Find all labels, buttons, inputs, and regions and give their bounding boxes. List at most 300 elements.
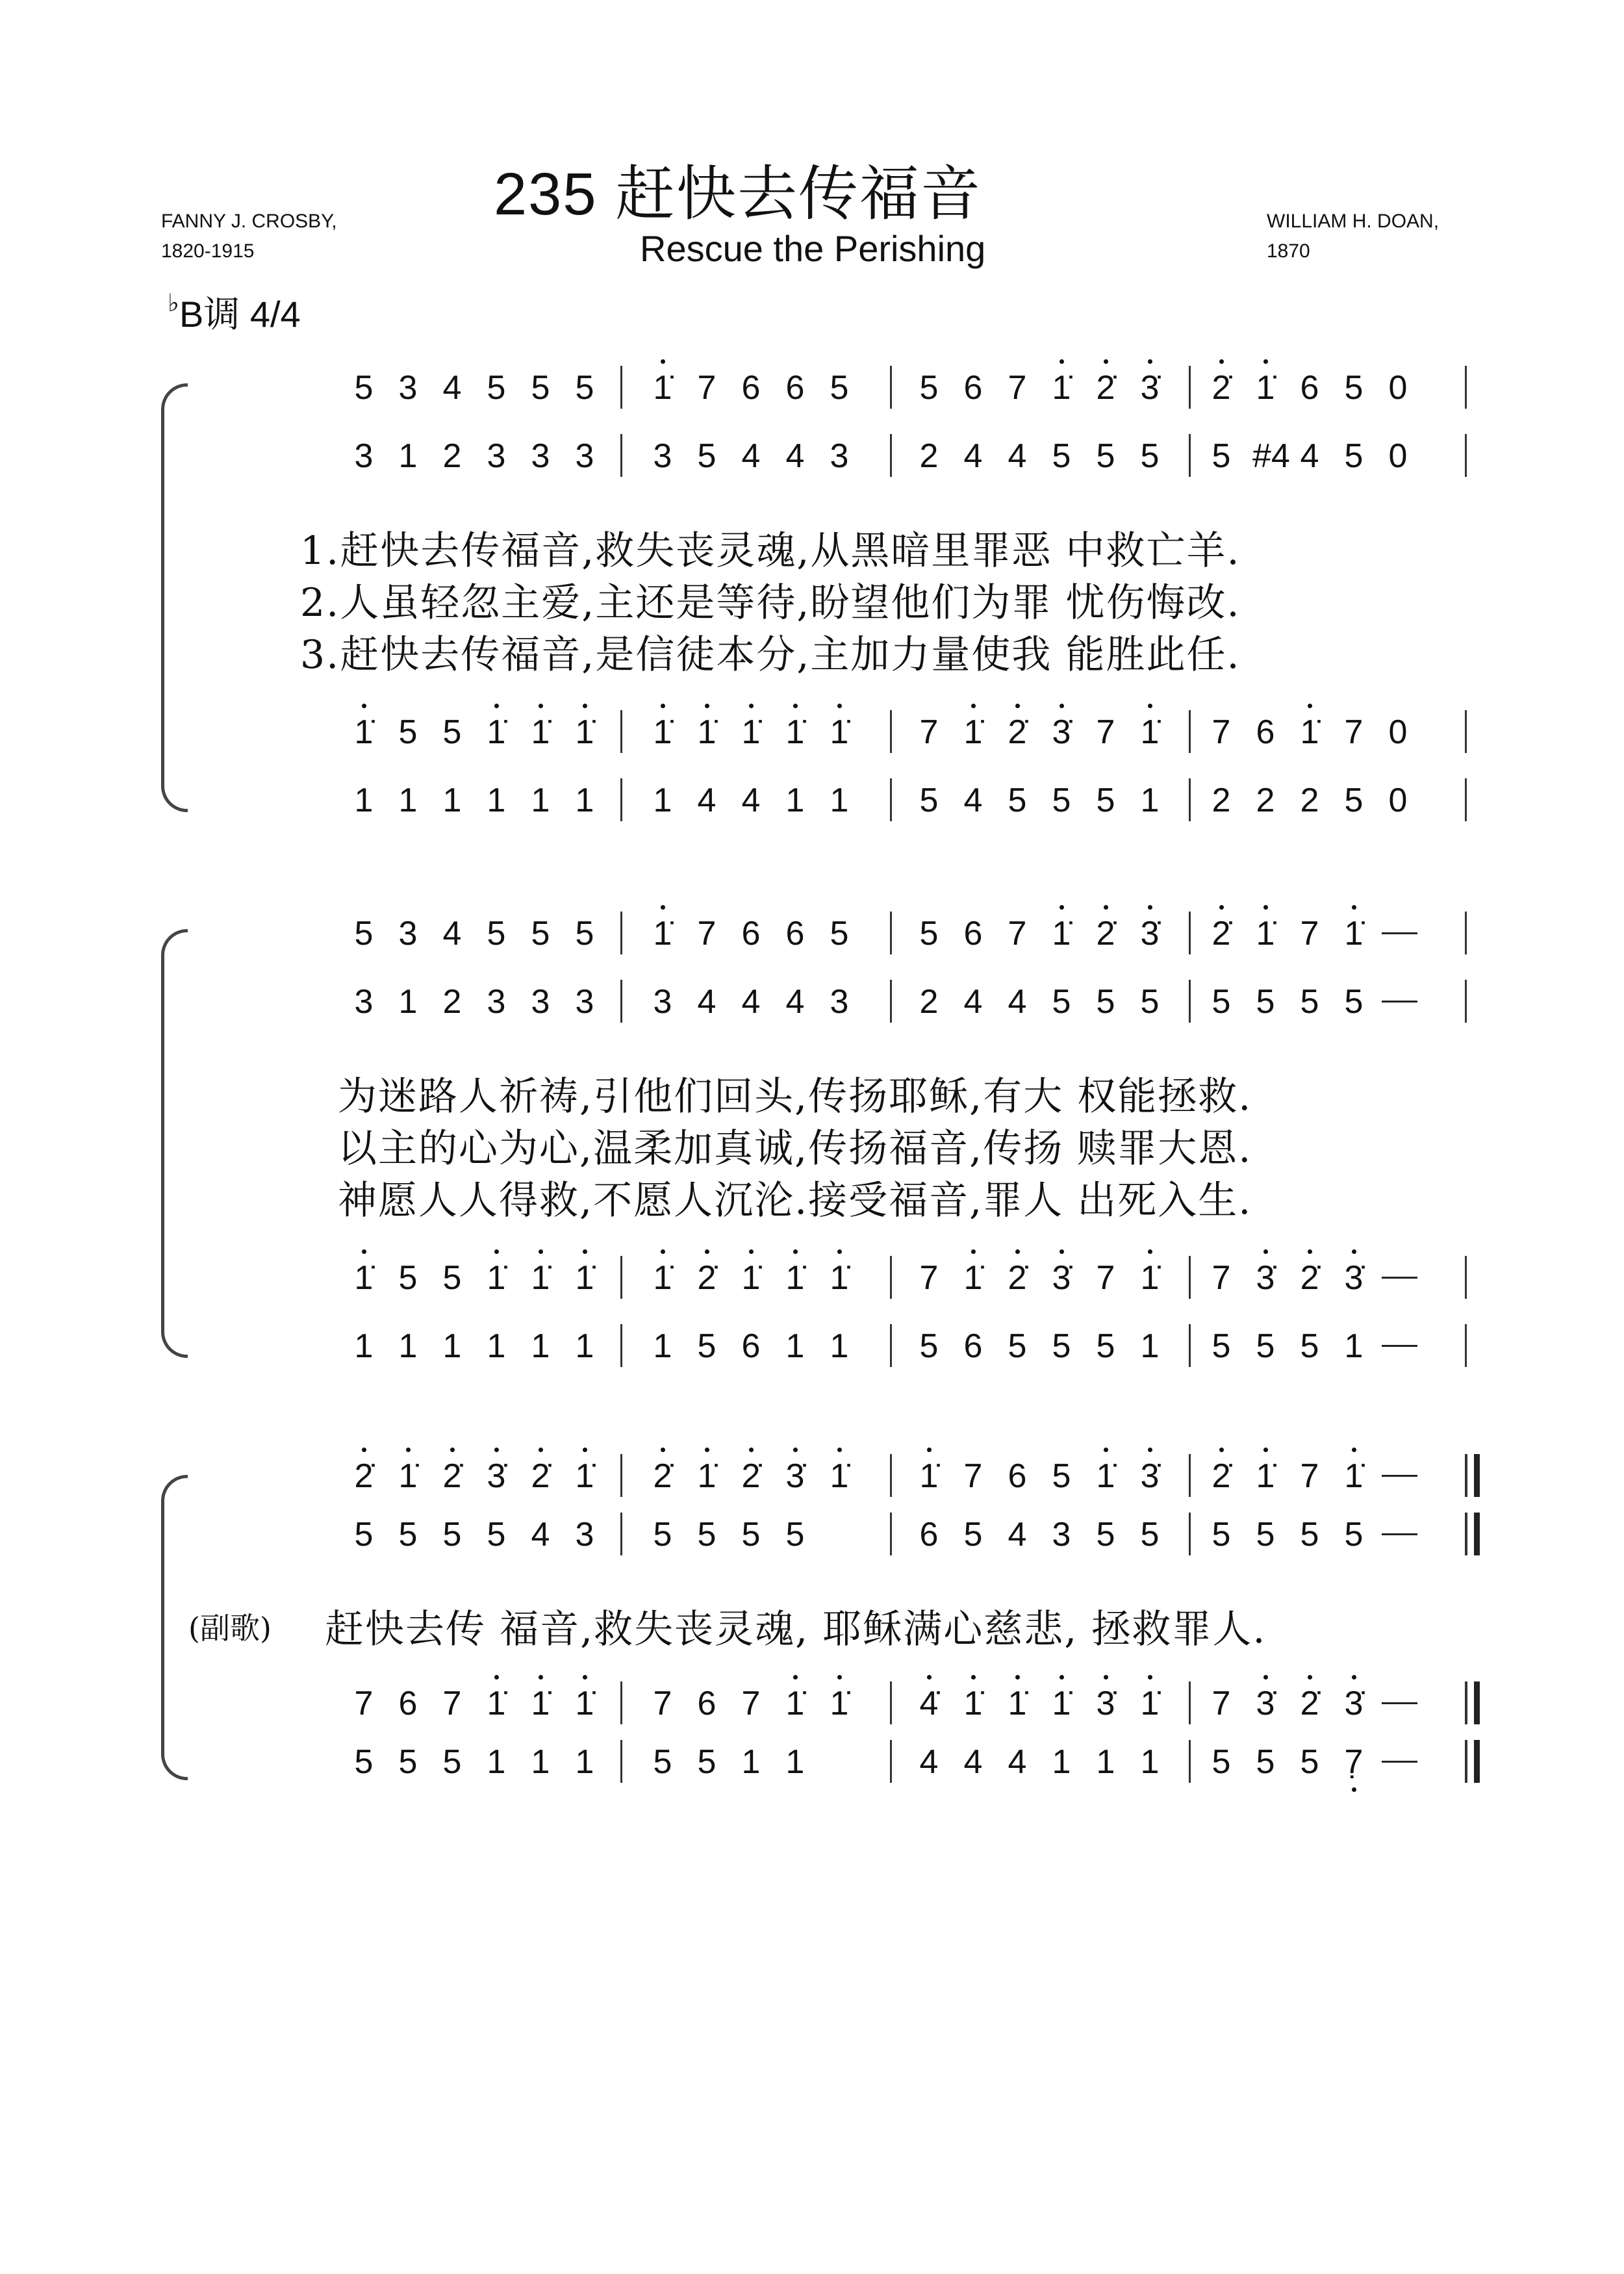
barline [1189, 710, 1191, 753]
note: 2̇ [1004, 1257, 1030, 1299]
note: 6 [741, 915, 761, 952]
note: 6 [785, 915, 805, 952]
note: 1 [398, 1327, 418, 1365]
note: 5 [830, 369, 849, 407]
note: 1 [1344, 1327, 1364, 1365]
barline [1465, 980, 1467, 1023]
barline [620, 1740, 622, 1783]
note: 5 [1344, 782, 1364, 819]
barline [1465, 434, 1467, 477]
note: 1̇ [1297, 711, 1323, 753]
note: 4 [442, 369, 462, 407]
barline [620, 1454, 622, 1497]
note: 3 [575, 1516, 594, 1553]
lyric-s2-v3: 神愿人人得救,不愿人沉沦.接受福音,罪人 出死入生. [338, 1178, 1252, 1223]
lyric-s3-refrain: 赶快去传 福音,救失丧灵魂, 耶稣满心慈悲, 拯救罪人. [325, 1607, 1267, 1652]
barline [890, 778, 892, 821]
note: 6 [963, 1327, 983, 1365]
note: 5 [1256, 1516, 1275, 1553]
hymn-subtitle: Rescue the Perishing [640, 228, 986, 269]
barline [1465, 1256, 1467, 1299]
hold-dash [1382, 1702, 1417, 1704]
hold-dash [1382, 1277, 1417, 1279]
lyric-s1-v2: 2.人虽轻忽主爱,主还是等待,盼望他们为罪 忧伤悔改. [300, 580, 1241, 626]
barline [620, 778, 622, 821]
note: 5 [1344, 1516, 1364, 1553]
hold-dash [1382, 1001, 1417, 1003]
note: 3 [487, 983, 506, 1021]
note: 4 [1008, 437, 1027, 475]
hold-dash [1382, 1345, 1417, 1347]
note: 5 [1096, 983, 1115, 1021]
note: 5 [1140, 983, 1160, 1021]
note: 4 [1008, 1516, 1027, 1553]
note: 1 [442, 1327, 462, 1365]
note: 4 [1300, 437, 1319, 475]
note: 5 [1256, 983, 1275, 1021]
note: 1̇ [572, 1683, 598, 1724]
note: 1̇ [527, 1683, 553, 1724]
barline [1465, 1681, 1467, 1724]
note: 1̇ [650, 367, 676, 409]
note: 1 [1140, 782, 1160, 819]
note: 4 [919, 1743, 939, 1781]
note: 4 [785, 437, 805, 475]
note: 5 [1140, 437, 1160, 475]
note: 1̇ [572, 711, 598, 753]
note: 2̇ [694, 1257, 720, 1299]
note: 3 [575, 983, 594, 1021]
note: 1̇ [960, 1257, 986, 1299]
hold-dash [1382, 932, 1417, 934]
note: 5 [575, 369, 594, 407]
barline [1189, 1681, 1191, 1724]
barline [1465, 1324, 1467, 1367]
note: 5 [1052, 782, 1071, 819]
note: 1 [741, 1743, 761, 1781]
note: 5 [575, 915, 594, 952]
note: 6 [963, 369, 983, 407]
note: 7 [741, 1685, 761, 1722]
note: 5 [531, 915, 550, 952]
note: 7 [1212, 1259, 1231, 1297]
note: 5 [1256, 1327, 1275, 1365]
note: 5 [1052, 437, 1071, 475]
note: 1̇ [1252, 913, 1278, 954]
note: 4 [531, 1516, 550, 1553]
note: 1 [1096, 1743, 1115, 1781]
note: 2̇ [1093, 367, 1119, 409]
barline [890, 434, 892, 477]
note: 1̇ [395, 1455, 421, 1497]
composer-credit [1267, 207, 1439, 266]
note: 1̇ [483, 1257, 509, 1299]
note: 5 [1212, 983, 1231, 1021]
note: 0 [1388, 369, 1408, 407]
barline [1189, 1513, 1191, 1555]
note: 3 [531, 983, 550, 1021]
note: 1 [398, 437, 418, 475]
note: 1̇ [650, 711, 676, 753]
barline [620, 912, 622, 954]
note: 1̇ [1252, 367, 1278, 409]
note: 2̇ [1297, 1257, 1323, 1299]
note: 1̇ [650, 1257, 676, 1299]
barline [620, 1513, 622, 1555]
note: 4 [741, 983, 761, 1021]
note: 5 [531, 369, 550, 407]
note: 5 [919, 915, 939, 952]
note: 7 [1300, 915, 1319, 952]
note: 5 [1300, 1327, 1319, 1365]
note: 1̇ [1252, 1455, 1278, 1497]
lyricist-name: FANNY J. CROSBY, [161, 211, 337, 232]
note: 1̇ [527, 711, 553, 753]
note: 7 [1212, 1685, 1231, 1722]
system-brace-2 [161, 929, 188, 1358]
note: 1̇ [826, 1257, 852, 1299]
lyricist-dates: 1820-1915 [161, 240, 255, 262]
note: 1̇ [650, 913, 676, 954]
note: 3 [575, 437, 594, 475]
note: 2̇ [1093, 913, 1119, 954]
barline [1465, 366, 1467, 409]
note: 4 [1008, 983, 1027, 1021]
note: 1̇ [1137, 1257, 1163, 1299]
barline [620, 1256, 622, 1299]
note: 5 [1300, 1516, 1319, 1553]
barline [890, 912, 892, 954]
note: 5 [963, 1516, 983, 1553]
note: 6 [785, 369, 805, 407]
note: 4 [1008, 1743, 1027, 1781]
note: 1 [1140, 1743, 1160, 1781]
note: 5 [1052, 1457, 1071, 1495]
barline [1189, 980, 1191, 1023]
key-and-meter: B调 4/4 [179, 294, 301, 335]
system-brace-3 [161, 1475, 188, 1780]
barline [1189, 1324, 1191, 1367]
note: 6 [1008, 1457, 1027, 1495]
note: 2 [1256, 782, 1275, 819]
note: 5 [354, 369, 374, 407]
note: 5 [398, 1743, 418, 1781]
note: 3̇ [1137, 367, 1163, 409]
note: 0 [1388, 713, 1408, 751]
note: 1̇ [1048, 913, 1074, 954]
note: 1 [398, 983, 418, 1021]
note: 1̇ [1048, 367, 1074, 409]
barline [890, 1681, 892, 1724]
note: 3 [398, 915, 418, 952]
barline [890, 366, 892, 409]
lyric-s2-v1: 为迷路人祈祷,引他们回头,传扬耶稣,有大 权能拯救. [338, 1074, 1252, 1119]
lyric-s2-v2: 以主的心为心,温柔加真诚,传扬福音,传扬 赎罪大恩. [338, 1126, 1252, 1171]
note: 6 [1300, 369, 1319, 407]
note: 1̇ [738, 711, 764, 753]
note: 5 [1344, 983, 1364, 1021]
barline [890, 980, 892, 1023]
note: 0 [1388, 437, 1408, 475]
note: 5 [1052, 1327, 1071, 1365]
note: 3̇ [1252, 1257, 1278, 1299]
barline [620, 366, 622, 409]
note: 6 [398, 1685, 418, 1722]
note: 0 [1388, 782, 1408, 819]
note: 3 [398, 369, 418, 407]
note: 5 [1300, 1743, 1319, 1781]
note: 6 [919, 1516, 939, 1553]
note: 2 [1300, 782, 1319, 819]
note: 1 [653, 782, 672, 819]
barline [1189, 1454, 1191, 1497]
note: 1̇ [826, 1683, 852, 1724]
barline [1189, 366, 1191, 409]
note: 1 [398, 782, 418, 819]
hold-dash [1382, 1533, 1417, 1535]
note: 6 [963, 915, 983, 952]
barline [890, 1256, 892, 1299]
note: 3̇ [1048, 1257, 1074, 1299]
note: 7 [1300, 1457, 1319, 1495]
note: 1̇ [782, 1257, 808, 1299]
note: 5 [697, 1743, 717, 1781]
note: 5 [398, 1259, 418, 1297]
note: 3 [830, 983, 849, 1021]
note: 5 [1096, 1327, 1115, 1365]
barline [1465, 1740, 1467, 1783]
note: 7 [1096, 713, 1115, 751]
refrain-label: (副歌) [188, 1611, 272, 1646]
note: 3 [531, 437, 550, 475]
barline [1465, 710, 1467, 753]
barline [1189, 778, 1191, 821]
note: 1 [785, 782, 805, 819]
note: 2 [442, 983, 462, 1021]
hold-dash [1382, 1475, 1417, 1477]
note: 1 [785, 1327, 805, 1365]
note: 4 [963, 437, 983, 475]
note: 2̇ [738, 1455, 764, 1497]
note: 1̇ [572, 1455, 598, 1497]
note: 5 [697, 1516, 717, 1553]
note: 1̇ [483, 1683, 509, 1724]
note: 5 [1344, 437, 1364, 475]
note: 1̇ [527, 1257, 553, 1299]
barline [890, 710, 892, 753]
note: 7̣ [1341, 1741, 1367, 1783]
note: 2̇ [351, 1455, 377, 1497]
note: 6 [741, 369, 761, 407]
note: 5 [919, 1327, 939, 1365]
note: 7 [653, 1685, 672, 1722]
final-barline [1474, 1454, 1480, 1497]
note: 1̇ [694, 711, 720, 753]
note: 1̇ [1004, 1683, 1030, 1724]
note: 2 [442, 437, 462, 475]
note: 6 [741, 1327, 761, 1365]
note: 3̇ [1137, 1455, 1163, 1497]
note: 3 [354, 437, 374, 475]
note: 5 [354, 915, 374, 952]
note: 7 [697, 369, 717, 407]
note: 5 [697, 1327, 717, 1365]
note: 4 [963, 983, 983, 1021]
barline [620, 710, 622, 753]
note: 1 [354, 1327, 374, 1365]
note: 1 [487, 782, 506, 819]
note: 2 [1212, 782, 1231, 819]
note: 1 [575, 1743, 594, 1781]
note: 5 [653, 1743, 672, 1781]
note: 5 [1140, 1516, 1160, 1553]
note: 5 [1008, 782, 1027, 819]
note: 4 [741, 782, 761, 819]
note: 7 [442, 1685, 462, 1722]
note: 6 [1256, 713, 1275, 751]
barline [1189, 1740, 1191, 1783]
note: 5 [697, 437, 717, 475]
note: 5 [354, 1516, 374, 1553]
note: 7 [354, 1685, 374, 1722]
note: 5 [442, 1259, 462, 1297]
note: 5 [442, 1516, 462, 1553]
system-brace-1 [161, 383, 188, 812]
note: 3 [487, 437, 506, 475]
note: 4 [697, 983, 717, 1021]
note: 1̇ [1341, 913, 1367, 954]
note: 2̇ [1297, 1683, 1323, 1724]
note: 6 [697, 1685, 717, 1722]
note: 7 [697, 915, 717, 952]
note: 3 [830, 437, 849, 475]
lyric-s1-v1: 1.赶快去传福音,救失丧灵魂,从黑暗里罪恶 中救亡羊. [300, 528, 1241, 574]
note: 1 [653, 1327, 672, 1365]
note: 2̇ [650, 1455, 676, 1497]
hold-dash [1382, 1761, 1417, 1763]
key-signature [168, 286, 301, 338]
note: 5 [1256, 1743, 1275, 1781]
note: 1̇ [960, 711, 986, 753]
lyric-s1-v3: 3.赶快去传福音,是信徒本分,主加力量使我 能胜此任. [300, 632, 1241, 678]
note: 4 [963, 782, 983, 819]
barline [1189, 912, 1191, 954]
barline [620, 980, 622, 1023]
note: 5 [785, 1516, 805, 1553]
note: 7 [919, 713, 939, 751]
note: 1 [830, 1327, 849, 1365]
note: 1 [531, 1743, 550, 1781]
note: 1̇ [1341, 1455, 1367, 1497]
note: 3 [653, 437, 672, 475]
note: 5 [1212, 1327, 1231, 1365]
note: 2 [919, 437, 939, 475]
note: 1̇ [916, 1455, 942, 1497]
note: 2̇ [1208, 913, 1234, 954]
note: 1̇ [1093, 1455, 1119, 1497]
barline [1465, 912, 1467, 954]
note: 1 [442, 782, 462, 819]
note: 5 [741, 1516, 761, 1553]
note: 1 [1052, 1743, 1071, 1781]
note: 4 [697, 782, 717, 819]
note: 2 [919, 983, 939, 1021]
note: 2̇ [439, 1455, 465, 1497]
note: 5 [830, 915, 849, 952]
note: 5 [1212, 437, 1231, 475]
note: 3̇ [1093, 1683, 1119, 1724]
note: 1 [487, 1327, 506, 1365]
note: 1̇ [738, 1257, 764, 1299]
note: 7 [963, 1457, 983, 1495]
note: 1̇ [826, 1455, 852, 1497]
barline [1465, 778, 1467, 821]
note: 1 [531, 1327, 550, 1365]
note: 4 [785, 983, 805, 1021]
note: 5 [398, 713, 418, 751]
note: 1̇ [782, 711, 808, 753]
note: 5 [1300, 983, 1319, 1021]
barline [890, 1740, 892, 1783]
note: 7 [1008, 369, 1027, 407]
note: 5 [487, 915, 506, 952]
lyricist-credit [161, 207, 337, 266]
barline [1465, 1513, 1467, 1555]
note: 5 [442, 1743, 462, 1781]
note: 5 [487, 369, 506, 407]
note: 1̇ [1137, 1683, 1163, 1724]
barline [1189, 434, 1191, 477]
final-barline [1474, 1513, 1480, 1555]
note: 2̇ [1004, 711, 1030, 753]
composer-dates: 1870 [1267, 240, 1310, 262]
note: 7 [1212, 713, 1231, 751]
flat-sign-icon: ♭ [168, 290, 179, 317]
note: 5 [1008, 1327, 1027, 1365]
note: 7 [1008, 915, 1027, 952]
note: 1 [785, 1743, 805, 1781]
note: 3 [1052, 1516, 1071, 1553]
note: 1 [531, 782, 550, 819]
composer-name: WILLIAM H. DOAN, [1267, 211, 1440, 232]
note: 5 [1212, 1743, 1231, 1781]
note: 1̇ [782, 1683, 808, 1724]
note: 3̇ [1252, 1683, 1278, 1724]
note: 5 [1052, 983, 1071, 1021]
note: 1̇ [1137, 711, 1163, 753]
note: 5 [442, 713, 462, 751]
note: 4 [741, 437, 761, 475]
note: 5 [919, 782, 939, 819]
note: 3̇ [782, 1455, 808, 1497]
note: 3̇ [483, 1455, 509, 1497]
note: 3̇ [1341, 1257, 1367, 1299]
note: 1̇ [1048, 1683, 1074, 1724]
note: 1 [830, 782, 849, 819]
note: 1̇ [483, 711, 509, 753]
note: 1̇ [351, 1257, 377, 1299]
note: 5 [653, 1516, 672, 1553]
note: 7 [1344, 713, 1364, 751]
barline [1465, 1454, 1467, 1497]
note: 2̇ [1208, 1455, 1234, 1497]
note: 4̇ [916, 1683, 942, 1724]
note: 1̇ [694, 1455, 720, 1497]
note: 1̇ [826, 711, 852, 753]
final-barline [1474, 1740, 1480, 1783]
final-barline [1474, 1681, 1480, 1724]
barline [890, 1454, 892, 1497]
